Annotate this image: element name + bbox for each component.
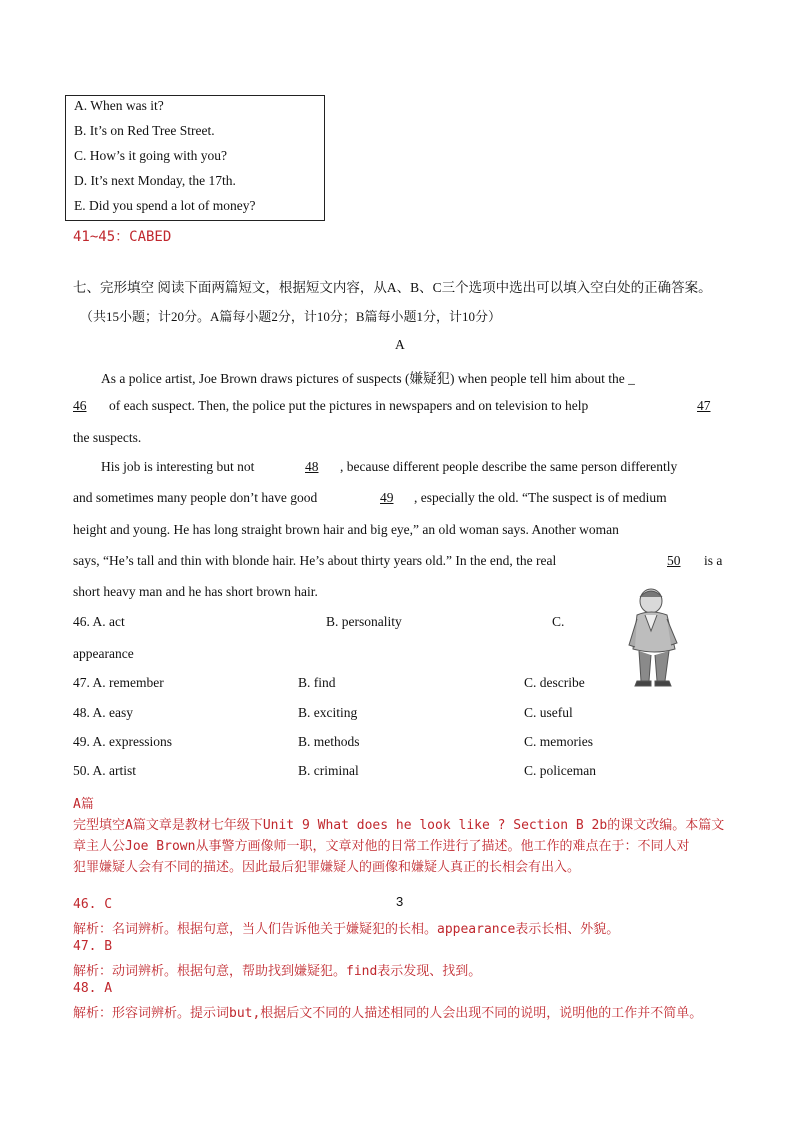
passage-line: says, “He’s tall and thin with blonde hair. He’s about thirty years old.” In the end, the real	[73, 553, 557, 568]
q50-option-c: C. policeman	[524, 763, 596, 778]
passage-line: of each suspect. Then, the police put the pictures in newspapers and on television to help	[109, 398, 589, 413]
q49-option-a: 49. A. expressions	[73, 734, 172, 749]
option-d: D. It’s next Monday, the 17th.	[74, 173, 236, 188]
suspect-illustration	[615, 585, 690, 690]
blank-46: 46	[73, 398, 87, 413]
q47-option-c: C. describe	[524, 675, 585, 690]
answer-48: 48. A	[73, 981, 113, 996]
option-b: B. It’s on Red Tree Street.	[74, 123, 215, 138]
q46-option-c: C.	[552, 614, 565, 629]
passage-line: His job is interesting but not	[101, 459, 255, 474]
analysis-label: A篇	[73, 797, 94, 812]
passage-line: short heavy man and he has short brown hair.	[73, 584, 318, 599]
q48-option-c: C. useful	[524, 705, 573, 720]
explanation-47: 解析：动词辨析。根据句意，帮助找到嫌疑犯。find表示发现、找到。	[73, 964, 482, 979]
blank-50: 50	[667, 553, 681, 568]
option-e: E. Did you spend a lot of money?	[74, 198, 256, 213]
blank-48: 48	[305, 459, 319, 474]
passage-label: A	[395, 337, 405, 352]
analysis-intro-line: 章主人公Joe Brown从事警方画像师一职，文章对他的日常工作进行了描述。他工作的难点在于：不同人对	[73, 839, 690, 854]
q50-option-a: 50. A. artist	[73, 763, 136, 778]
answer-41-45: 41~45：CABED	[73, 229, 172, 245]
analysis-intro-line: 完型填空A篇文章是教材七年级下Unit 9 What does he look like ? Section B 2b的课文改编。本篇文	[73, 818, 725, 833]
q46-option-a: 46. A. act	[73, 614, 125, 629]
passage-line: is a	[704, 553, 723, 568]
q46-option-c-text: appearance	[73, 646, 134, 661]
page-number: 3	[396, 894, 404, 909]
answer-46: 46. C	[73, 897, 113, 912]
q48-option-b: B. exciting	[298, 705, 358, 720]
analysis-intro-line: 犯罪嫌疑人会有不同的描述。因此最后犯罪嫌疑人的画像和嫌疑人真正的长相会有出入。	[73, 860, 581, 875]
section-subheading: （共15小题；计20分。A篇每小题2分，计10分；B篇每小题1分，计10分）	[80, 309, 502, 324]
passage-line: height and young. He has long straight brown hair and big eye,” an old woman says. Another woman	[73, 522, 619, 537]
q46-option-b: B. personality	[326, 614, 402, 629]
q50-option-b: B. criminal	[298, 763, 359, 778]
options-box	[65, 95, 325, 221]
passage-line: , because different people describe the same person differently	[340, 459, 678, 474]
q47-option-b: B. find	[298, 675, 336, 690]
passage-line: , especially the old. “The suspect is of medium	[414, 490, 667, 505]
passage-line: As a police artist, Joe Brown draws pictures of suspects (嫌疑犯) when people tell him about the _	[101, 371, 635, 386]
option-a: A. When was it?	[74, 98, 164, 113]
q47-option-a: 47. A. remember	[73, 675, 164, 690]
explanation-46: 解析：名词辨析。根据句意，当人们告诉他关于嫌疑犯的长相。appearance表示长相、外貌。	[73, 922, 620, 937]
passage-line: and sometimes many people don’t have good	[73, 490, 318, 505]
q49-option-b: B. methods	[298, 734, 360, 749]
q48-option-a: 48. A. easy	[73, 705, 133, 720]
explanation-48: 解析：形容词辨析。提示词but,根据后文不同的人描述相同的人会出现不同的说明，说明他的工作并不简单。	[73, 1006, 703, 1021]
option-c: C. How’s it going with you?	[74, 148, 228, 163]
section-heading: 七、完形填空 阅读下面两篇短文，根据短文内容，从A、B、C三个选项中选出可以填入空白处的正确答案。	[73, 280, 712, 295]
blank-49: 49	[380, 490, 394, 505]
q49-option-c: C. memories	[524, 734, 593, 749]
passage-line: the suspects.	[73, 430, 142, 445]
blank-47: 47	[697, 398, 711, 413]
answer-47: 47. B	[73, 939, 113, 954]
